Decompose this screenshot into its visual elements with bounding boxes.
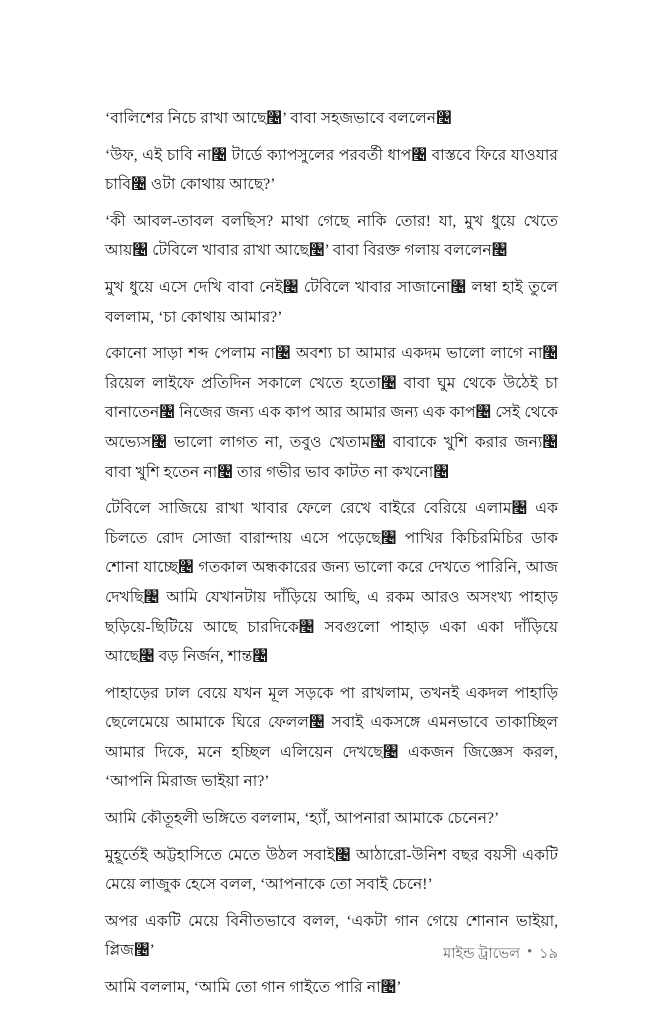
paragraph: ‘উফ, এই চাবি না৤ টার্ডে ক্যাপসুলের পরবর্তী ধাপ৤ বাস্তবে ফিরে যাওযার চাবি৤ ওটা কোথায় আছে?’ bbox=[105, 146, 558, 194]
paragraph: আমি কৌতূহলী ভঙ্গিতে বললাম, ‘হ্যাঁ, আপনারা আমাকে চেনেন?’ bbox=[105, 810, 500, 828]
page-body-text bbox=[105, 104, 558, 1003]
paragraph: ‘বালিশের নিচে রাখা আছে৤’ বাবা সহজভাবে বললেন৤ bbox=[105, 110, 452, 127]
footer-book-title: মাইন্ড ট্রাভেল bbox=[443, 946, 521, 962]
paragraph: কোনো সাড়া শব্দ পেলাম না৤ অবশ্য চা আমার একদম ভালো লাগে না৤ রিয়েল লাইফে প্রতিদিন সকালে খেতে হতো৤ বাবা ঘুম থেকে উঠেই চা বানাতেন৤ নিজের জন্য এক কাপ আর আমার জন্য এক কাপ৤ সেই থেকে অভ্যেস৤ ভালো লাগত না, তবুও খেতাম৤ বাবাকে খুশি করার জন্য৤ বাবা খুশি হতেন না৤ তার গভীর ভাব কাটত না কখনো৤ bbox=[105, 345, 558, 481]
page-footer bbox=[105, 944, 558, 964]
paragraph: ‘কী আবল-তাবল বলছিস? মাথা গেছে নাকি তোর! যা, মুখ ধুয়ে খেতে আয়৤ টেবিলে খাবার রাখা আছে৤’ বাবা বিরক্ত গলায় বললেন৤ bbox=[105, 212, 558, 260]
paragraph: মুহূর্তেই অট্টহাসিতে মেতে উঠল সবাই৤ আঠারো-উনিশ বছর বয়সী একটি মেয়ে লাজুক হেসে বলল, ‘আপনাকে তো সবাই চেনে!’ bbox=[105, 846, 558, 894]
paragraph: পাহাড়ের ঢাল বেয়ে যখন মূল সড়কে পা রাখলাম, তখনই একদল পাহাড়ি ছেলেমেয়ে আমাকে ঘিরে ফেলল৤ সবাই একসঙ্গে এমনভাবে তাকাচ্ছিল আমার দিকে, মনে হচ্ছিল এলিয়েন দেখছে৤ একজন জিজ্ঞেস করল, ‘আপনি মিরাজ ভাইয়া না?’ bbox=[105, 684, 558, 791]
paragraph: আমি বললাম, ‘আমি তো গান গাইতে পারি না৤’ bbox=[105, 979, 402, 997]
bullet-separator-icon: • bbox=[527, 944, 533, 960]
footer-page-number: ১৯ bbox=[539, 946, 558, 962]
paragraph: অপর একটি মেয়ে বিনীতভাবে বলল, ‘একটা গান গেয়ে শোনান ভাইয়া, প্লিজ৤’ bbox=[105, 912, 558, 960]
paragraph: মুখ ধুয়ে এসে দেখি বাবা নেই৤ টেবিলে খাবার সাজানো৤ লম্বা হাই তুলে বললাম, ‘চা কোথায় আমার?’ bbox=[105, 278, 558, 326]
paragraph: টেবিলে সাজিয়ে রাখা খাবার ফেলে রেখে বাইরে বেরিয়ে এলাম৤ এক চিলতে রোদ সোজা বারান্দায় এসে পড়েছে৤ পাখির কিচিরমিচির ডাক শোনা যাচ্ছে৤ গতকাল অন্ধকারের জন্য ভালো করে দেখতে পারিনি, আজ দেখছি৤ আমি যেখানটায় দাঁড়িয়ে আছি, এ রকম আরও অসংখ্য পাহাড় ছড়িয়ে-ছিটিয়ে আছে চারদিকে৤ সবগুলো পাহাড় একা একা দাঁড়িয়ে আছে৤ বড় নির্জন, শান্ত৤ bbox=[105, 500, 558, 666]
